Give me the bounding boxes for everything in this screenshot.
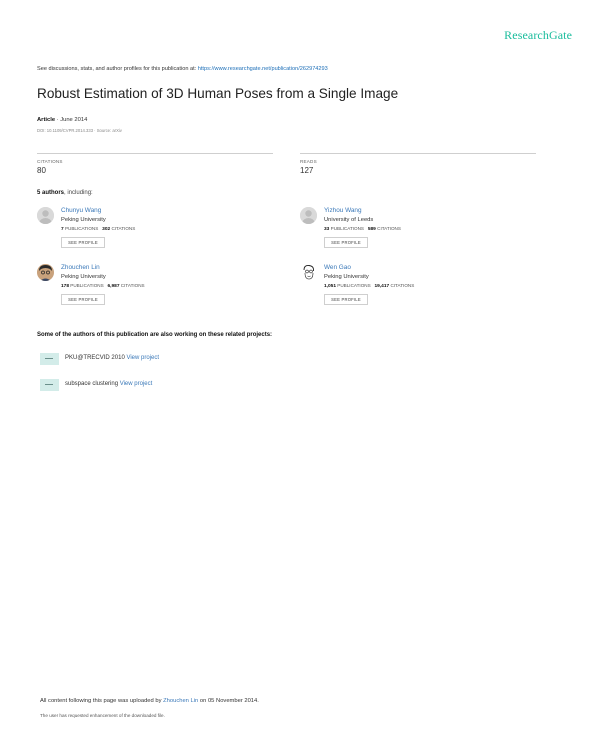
default-avatar-icon [37,207,54,224]
publications-label: PUBLICATIONS [330,226,364,231]
author-name[interactable]: Wen Gao [324,264,351,271]
citations-divider [37,153,273,154]
author-card [37,264,267,310]
publication-type: Article [37,117,56,123]
see-profile-button[interactable]: SEE PROFILE [324,294,368,305]
author-stats [324,283,414,289]
avatar[interactable] [37,264,54,281]
author-card [37,207,267,253]
sketch-avatar-icon [300,264,317,281]
reads-label: READS [300,159,317,164]
see-profile-button[interactable]: SEE PROFILE [61,294,105,305]
discussion-line [37,66,328,72]
authors-suffix: , including: [64,190,93,196]
author-card [300,207,530,253]
project-thumbnail-icon [40,379,59,391]
view-project-link[interactable]: View project [126,355,160,361]
authors-header [37,190,93,196]
default-avatar-icon [300,207,317,224]
uploader-link[interactable]: Zhouchen Lin [163,698,199,704]
author-institution: Peking University [61,274,106,280]
discussion-text: See discussions, stats, and author profiles for this publication at: [37,66,197,72]
author-citations-count: 6,987 [107,284,120,289]
author-name[interactable]: Zhouchen Lin [61,264,100,271]
project-name: PKU@TRECVID 2010 [65,355,125,361]
avatar[interactable] [37,207,54,224]
citations-label: CITATIONS [37,159,63,164]
publications-label: PUBLICATIONS [70,283,104,288]
author-publications-count: 1,051 [324,284,337,289]
publication-doi: DOI: 10.1109/CVPR.2014.333 · Source: arXiv [37,128,122,133]
author-publications-count: 178 [61,284,70,289]
project-text [65,355,159,361]
avatar[interactable] [300,264,317,281]
upload-prefix: All content following this page was uploaded by [40,698,162,704]
publications-label: PUBLICATIONS [337,283,371,288]
project-text [65,381,152,387]
view-project-link[interactable]: View project [119,381,153,387]
project-name: subspace clustering [65,381,119,387]
author-institution: Peking University [61,217,106,223]
author-publications-count: 7 [61,227,64,232]
upload-suffix: on 05 November 2014. [199,698,259,704]
author-stats [61,226,135,232]
photo-avatar-icon [37,264,54,281]
author-card [300,264,530,310]
reads-value: 127 [300,166,314,175]
citations-label: CITATIONS [120,283,145,288]
publication-title: Robust Estimation of 3D Human Poses from a Single Image [37,86,399,101]
publication-url-link[interactable]: https://www.researchgate.net/publication/262974293 [197,66,328,72]
see-profile-button[interactable]: SEE PROFILE [324,237,368,248]
publication-meta [37,117,87,123]
author-citations-count: 19,417 [374,284,390,289]
publications-label: PUBLICATIONS [64,226,99,231]
author-citations-count: 589 [367,227,376,232]
researchgate-logo[interactable]: ResearchGate [504,28,572,42]
author-stats [324,226,401,232]
author-stats [61,283,145,289]
see-profile-button[interactable]: SEE PROFILE [61,237,105,248]
avatar[interactable] [300,207,317,224]
upload-note [40,698,259,704]
author-name[interactable]: Yizhou Wang [324,207,362,214]
citations-value: 80 [37,166,46,175]
author-publications-count: 33 [324,227,330,232]
citations-label: CITATIONS [111,226,136,231]
author-institution: Peking University [324,274,369,280]
publication-date: · June 2014 [56,117,88,123]
related-projects-header: Some of the authors of this publication are also working on these related projects: [37,332,273,338]
author-citations-count: 302 [102,227,111,232]
reads-divider [300,153,536,154]
project-thumbnail-icon [40,353,59,365]
citations-label: CITATIONS [377,226,401,231]
enhancement-note: The user has requested enhancement of the downloaded file. [40,713,165,718]
author-institution: University of Leeds [324,217,374,223]
author-name[interactable]: Chunyu Wang [61,207,102,214]
citations-label: CITATIONS [390,283,415,288]
authors-count: 5 authors [37,190,65,196]
